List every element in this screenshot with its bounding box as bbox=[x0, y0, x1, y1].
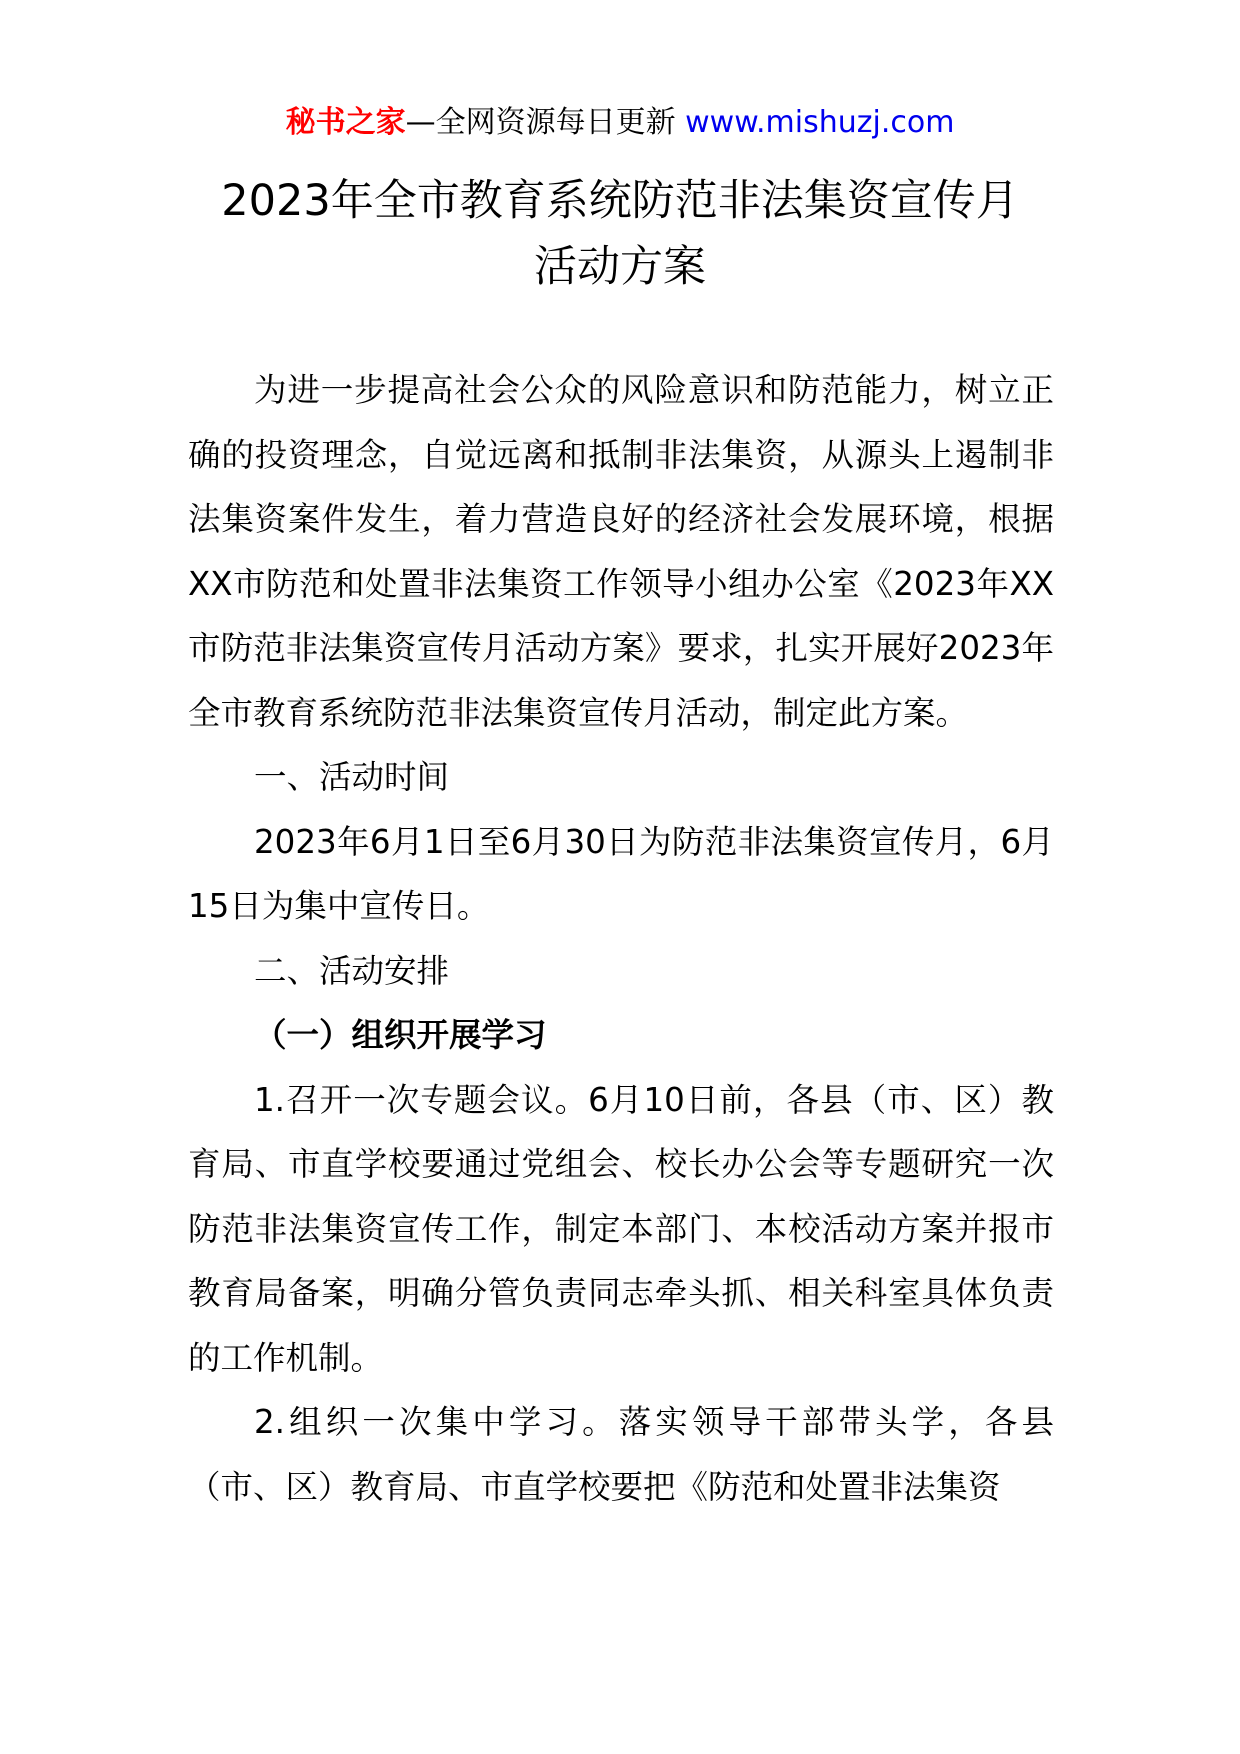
item-2-paragraph: 2.组织一次集中学习。落实领导干部带头学，各县（市、区）教育局、市直学校要把《防范和处置非法集资 bbox=[188, 1403, 1054, 1506]
subsection-heading-study: （一）组织开展学习 bbox=[254, 1016, 547, 1054]
document-title bbox=[0, 168, 1240, 300]
site-banner bbox=[0, 103, 1240, 143]
document-title-line-2: 活动方案 bbox=[534, 242, 706, 292]
site-url-link[interactable]: www.mishuzj.com bbox=[685, 105, 955, 140]
banner-tagline: —全网资源每日更新 bbox=[405, 105, 676, 140]
section-heading-activity-arrangement: 二、活动安排 bbox=[254, 951, 450, 990]
intro-paragraph: 为进一步提高社会公众的风险意识和防范能力，树立正确的投资理念，自觉远离和抵制非法集资，从源头上遏制非法集资案件发生，着力营造良好的经济社会发展环境，根据XX市防范和处置非法集资工作领导小组办公室《2023年XX市防范非法集资宣传月活动方案》要求，扎实开展好2023年全市教育系统防范非法集资宣传月活动，制定此方案。 bbox=[188, 371, 1054, 732]
brand-name: 秘书之家 bbox=[285, 105, 406, 140]
document-title-line-1: 2023年全市教育系统防范非法集资宣传月 bbox=[221, 176, 1019, 226]
item-1-paragraph: 1.召开一次专题会议。6月10日前，各县（市、区）教育局、市直学校要通过党组会、校长办公会等专题研究一次防范非法集资宣传工作，制定本部门、本校活动方案并报市教育局备案，明确分管负责同志牵头抓、相关科室具体负责的工作机制。 bbox=[188, 1080, 1054, 1377]
activity-time-paragraph: 2023年6月1日至6月30日为防范非法集资宣传月，6月15日为集中宣传日。 bbox=[188, 822, 1054, 925]
document-body bbox=[188, 358, 1054, 1519]
section-heading-activity-time: 一、活动时间 bbox=[254, 758, 450, 796]
